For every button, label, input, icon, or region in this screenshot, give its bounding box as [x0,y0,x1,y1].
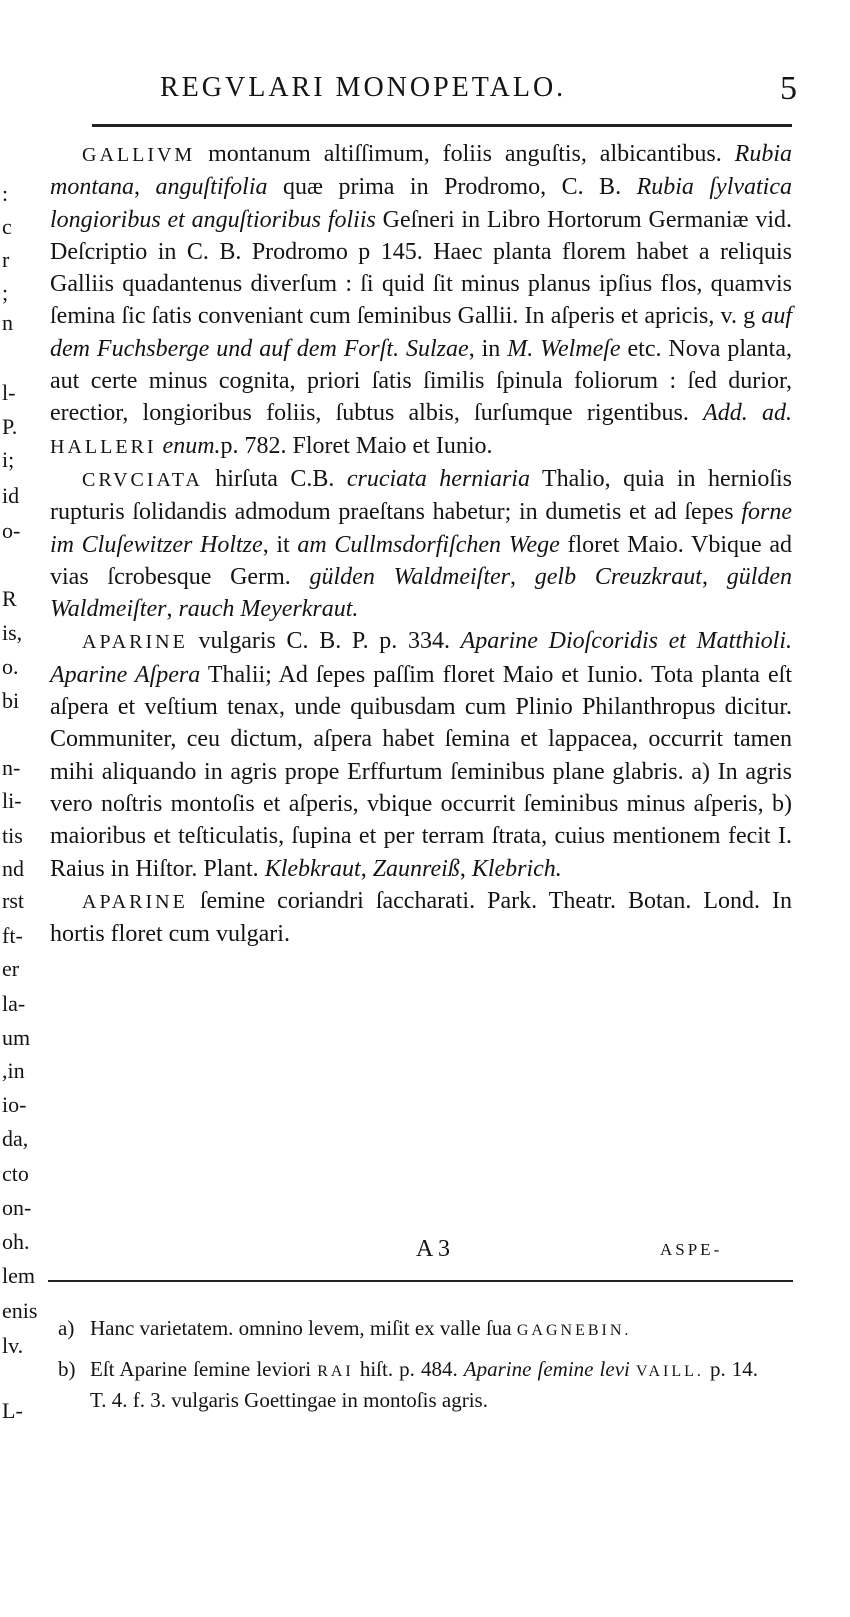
text-run: , it [262,531,298,558]
margin-fragment: is, [2,620,23,645]
paragraph-cruciata [50,463,792,625]
small-caps-term: VAILL. [635,1363,704,1380]
text-run: floret Maio. Vbique ad vias ſcrobesque Germ. [50,531,792,590]
text-run: vulgaris C. B. P. p. 334. [187,628,461,655]
italic-term: enum. [162,432,221,459]
text-run [399,336,406,362]
text-run: , [510,563,535,590]
paragraph-aparine-coriandri [50,885,792,951]
running-title: REGVLARI MONOPETALO. [160,72,567,103]
margin-fragment: n- [2,755,21,780]
footnote-mark: a) [58,1316,75,1340]
margin-fragment: ; [2,280,9,305]
margin-fragment: l- [2,380,16,405]
small-caps-term: CRVCIATA [82,468,203,491]
margin-fragment: o. [2,654,19,679]
margin-fragment: o- [2,518,21,543]
italic-term: cruciata herniaria [346,465,530,492]
text-run: Hanc varietatem. omnino levem, miſit ex valle ſua [90,1316,517,1340]
italic-term: Klebkraut [264,855,361,882]
italic-term: Sulzae [406,335,469,362]
margin-fragment: n [2,310,13,335]
catchword: ASPE- [660,1240,723,1259]
margin-fragment: r [2,247,10,272]
italic-term: Aparine Dioſcoridis et Matthioli. [460,628,792,655]
text-run: Thalio, quia in hernioſis rupturis ſolidandis admodum praeſtans habetur; in dumetis et ad ſepes [50,465,792,526]
margin-fragment: li- [2,788,22,813]
italic-term: rauch Meyerkraut. [178,596,359,623]
margin-fragment: P. [2,414,18,439]
margin-fragment: : [2,181,9,206]
margin-fragment: lem [2,1263,35,1288]
margin-fragment: cto [2,1161,29,1186]
margin-fragment: c [2,214,12,239]
text-run: Geſneri in Libro Hortorum Germaniæ vid. Deſcriptio in C. B. Prodromo p 145. Haec planta florem habet a reliquis Galliis quadantenus diverſum : ſi quid ſit minus planus ipſius flos, quamvis ſemina ſic ſatis conveniant cum ſeminibus Gallii. In aſperis et apricis, v. g [50,206,792,330]
italic-term: anguſtifolia [155,174,268,201]
margin-fragment: L- [2,1398,23,1423]
small-caps-term: HALLERI [50,435,157,458]
footnote-mark: b) [58,1357,76,1381]
small-caps-term: RAI [317,1363,354,1380]
margin-fragment: io- [2,1092,27,1117]
text-run: p. 14. T. 4. f. 3. vulgaris Goettingae in montoſis agris. [90,1357,759,1412]
text-run: hirſuta C.B. [202,465,347,492]
italic-term: Rubia ſylvatica longioribus et anguſtioribus foliis [50,174,793,233]
page-number: 5 [780,70,800,107]
footnotes [58,1314,758,1424]
text-run: , [360,855,373,882]
margin-fragment: la- [2,991,26,1016]
footnote-rule [48,1280,793,1282]
italic-term: gülden Waldmeiſter [50,563,793,623]
italic-term: forne im Cluſewitzer Holtze [50,499,792,558]
footnote-text [90,1357,758,1412]
italic-term: Aparine Aſpera [50,661,201,688]
catchline [0,1236,850,1270]
footnote-text [90,1316,631,1340]
text-run: Thalii; Ad ſepes paſſim floret Maio et Iunio. Tota planta eſt aſpera et veſtium tenax, unde quibusdam cum Plinio Philanthropus dicitur. Communiter, ceu dictum, aſpera habet ſemina et lappacea, occurrit tamen mihi aliquando in agris prope Erffurtum ſeminibus plane glabris. a) In agris vero noſtris montoſis et aſperis, vbique occurrit ſeminibus minus aſperis, b) maioribus et teſticulatis, ſupina et per terram ſtrata, cuius mentionem fecit I. Raius in Hiſtor. Plant. [50,661,792,882]
italic-term: am Cullmsdorfiſchen Wege [297,531,560,558]
running-header [160,72,800,112]
margin-fragment: nd [2,856,24,881]
text-run: , [166,596,179,623]
margin-fragment: on- [2,1195,32,1220]
margin-fragment: enis [2,1298,38,1323]
margin-fragment: da, [2,1126,29,1151]
margin-fragment: bi [2,688,20,713]
margin-fragment: lv. [2,1333,24,1358]
main-text [50,138,792,950]
text-run: , [701,563,727,590]
margin-fragment: oh. [2,1229,30,1254]
footnote-a [58,1314,758,1345]
text-run: , in [468,335,508,362]
text-run: p. 782. Floret Maio et Iunio. [220,432,493,459]
text-run: quæ prima in Prodromo, C. B. [267,174,637,201]
italic-term: auf dem Fuchsberge und auf dem Forſt. [50,303,792,362]
margin-fragment: er [2,956,20,981]
margin-fragment: um [2,1025,31,1050]
margin-fragment: id [2,483,20,508]
small-caps-term: GALLIVM [82,144,196,166]
margin-fragment: ft- [2,923,23,948]
italic-term: gülden Waldmeiſter [309,563,511,590]
header-rule [92,124,792,127]
margin-fragment: rst [2,888,24,913]
small-caps-term: GAGNEBIN. [516,1322,632,1339]
left-margin-fragments [0,0,42,1617]
italic-term: Klebrich. [471,855,562,882]
text-run: ſemine coriandri ſaccharati. Park. Theatr. Botan. Lond. In hortis floret cum vulgari. [50,887,792,948]
text-run: , [459,855,472,882]
signature-mark: A 3 [416,1236,451,1262]
italic-term: gelb Creuzkraut [534,563,702,590]
paragraph-aparine-vulgaris [50,625,792,884]
small-caps-term: APARINE [82,631,188,654]
small-caps-term: APARINE [82,890,188,913]
italic-term: Zaunreiß [372,855,460,882]
italic-term: Aparine ſemine levi [463,1357,630,1381]
text-run: hiſt. p. 484. [353,1357,464,1381]
italic-term: Rubia montana [50,141,792,201]
margin-fragment: tis [2,823,23,848]
paragraph-gallium [50,138,792,463]
italic-term: Add. ad. [703,400,792,427]
margin-fragment: i; [2,447,15,472]
margin-fragment: R [2,586,17,611]
text-run: etc. Nova planta, aut certe minus cognita, priori ſatis ſimilis ſpinula foliorum : ſed durior, erectior, longioribus foliis, ſubtus albis, ſurſumque rigentibus. [50,335,792,427]
text-run: , [134,174,156,201]
italic-term: M. Welmeſe [507,335,621,362]
text-run: Eſt Aparine ſemine leviori [90,1357,318,1381]
text-run: montanum altiſſimum, foliis anguſtis, albicantibus. [195,141,735,167]
margin-fragment: ,in [2,1058,25,1083]
footnote-b [58,1355,758,1414]
